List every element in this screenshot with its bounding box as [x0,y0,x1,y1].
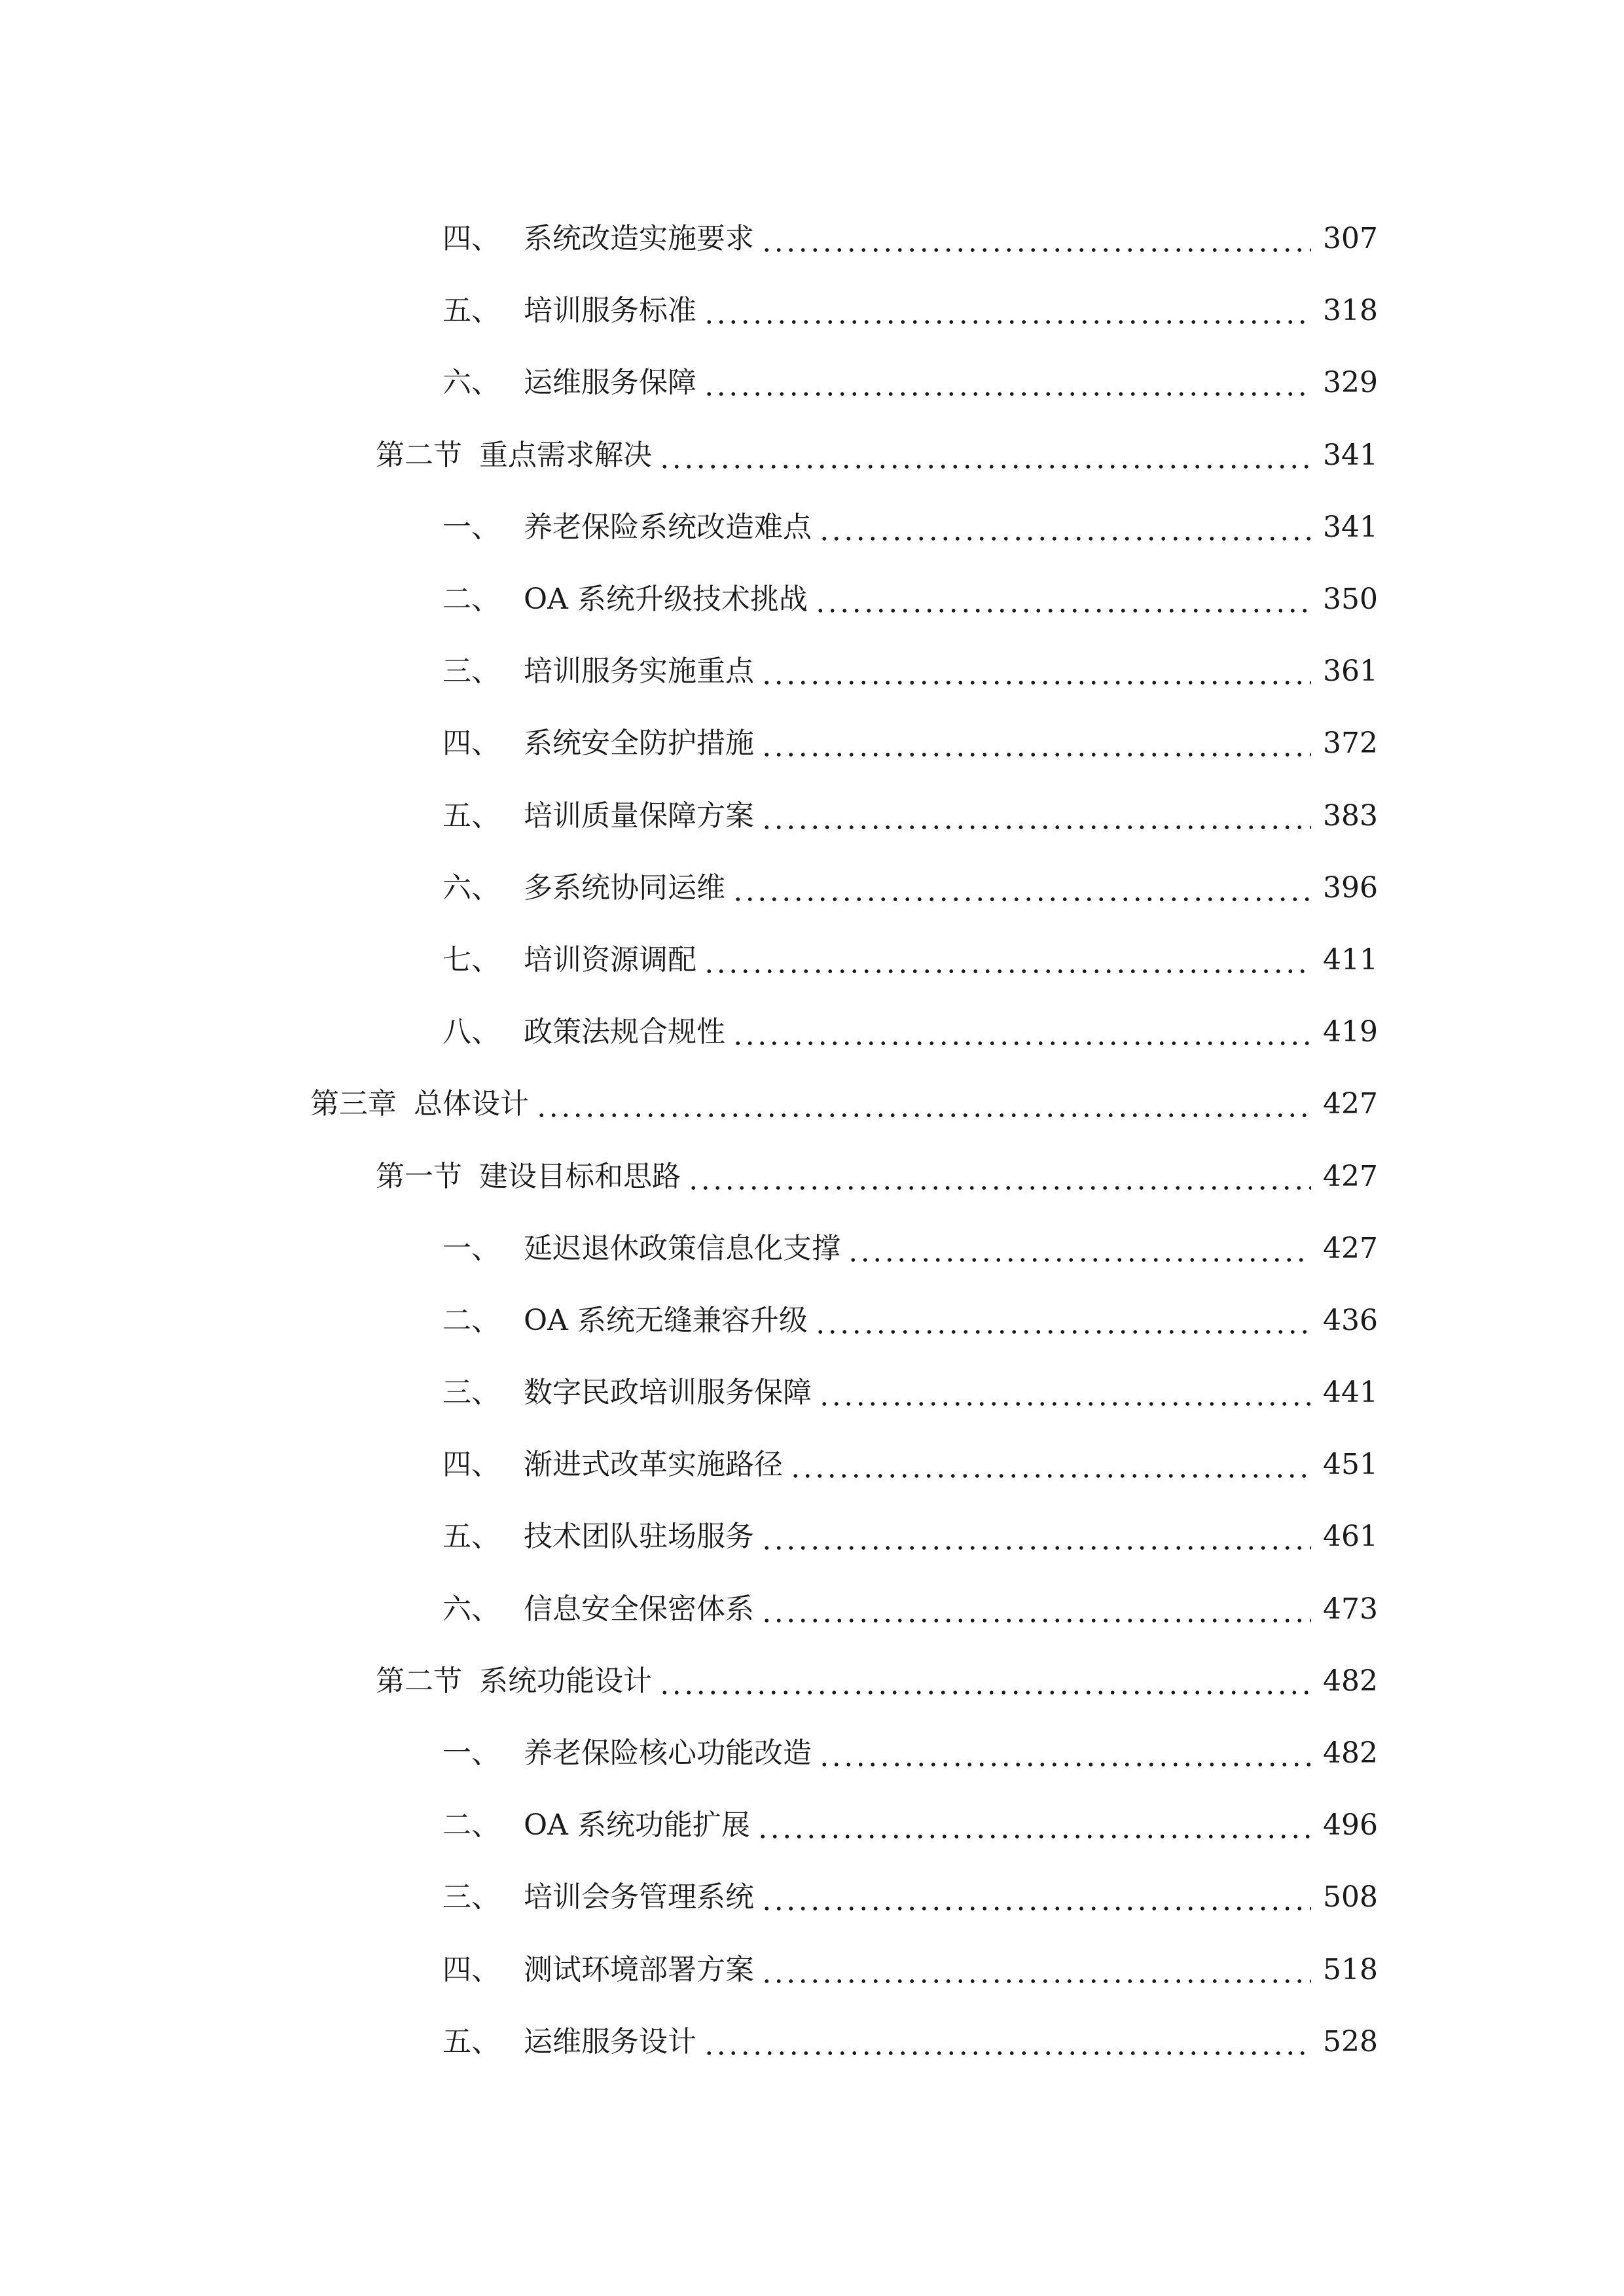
toc-entry-title: 测试环境部署方案 [524,1952,754,1986]
toc-entry-title: 培训质量保障方案 [524,798,754,833]
dot-leader [814,1306,1311,1335]
toc-list [0,203,1624,2078]
toc-entry-page-number: 461 [1323,1520,1378,1554]
toc-entry-page-number: 496 [1323,1808,1378,1842]
dot-leader [818,1739,1311,1768]
dot-leader [757,1811,1311,1840]
toc-entry-page-number: 518 [1323,1952,1378,1986]
toc-entry-title: 技术团队驻场服务 [524,1520,754,1554]
toc-entry-page-number: 307 [1323,222,1378,256]
toc-entry[interactable] [0,1140,1624,1212]
toc-entry-number: 六、 [442,870,500,905]
toc-entry-page-number: 419 [1323,1015,1378,1049]
toc-entry-title: 政策法规合规性 [524,1015,725,1049]
toc-entry[interactable] [0,708,1624,780]
toc-entry-page-number: 396 [1323,870,1378,905]
dot-leader [818,1378,1311,1407]
toc-entry-title: 建设目标和思路 [479,1159,681,1193]
toc-entry-title: 渐进式改革实施路径 [524,1448,783,1482]
toc-entry-page-number: 411 [1323,942,1378,977]
toc-entry-title: 运维服务保障 [524,366,696,400]
toc-entry-number: 一、 [442,1231,500,1265]
toc-entry-number: 第二节 [376,438,462,472]
dot-leader [535,1090,1311,1119]
toc-entry-number: 七、 [442,942,500,977]
dot-leader [761,1522,1311,1551]
toc-entry-page-number: 318 [1323,294,1378,328]
toc-entry-number: 二、 [442,1808,500,1842]
dot-leader [789,1450,1311,1479]
toc-entry[interactable] [0,492,1624,564]
toc-entry-title: 延迟退休政策信息化支撑 [524,1231,840,1265]
toc-entry-number: 三、 [442,1880,500,1914]
toc-entry-page-number: 427 [1323,1159,1378,1193]
toc-entry-title: 养老保险系统改造难点 [524,510,812,544]
dot-leader [761,802,1311,831]
toc-entry-number: 第二节 [376,1664,462,1698]
toc-entry[interactable] [0,1285,1624,1357]
toc-entry[interactable] [0,852,1624,924]
dot-leader [761,224,1311,253]
toc-entry-number: 第三章 [310,1087,397,1121]
dot-leader [703,2028,1311,2056]
toc-entry-number: 第一节 [376,1159,462,1193]
toc-entry[interactable] [0,1213,1624,1285]
toc-entry-number: 二、 [442,1303,500,1337]
dot-leader [847,1234,1311,1263]
toc-entry-title: OA 系统功能扩展 [524,1808,750,1842]
toc-entry-title: 数字民政培训服务保障 [524,1376,812,1410]
toc-entry[interactable] [0,2006,1624,2078]
toc-entry-number: 六、 [442,1592,500,1626]
dot-leader [818,513,1311,542]
toc-entry-number: 一、 [442,510,500,544]
toc-entry-page-number: 451 [1323,1448,1378,1482]
toc-entry-page-number: 436 [1323,1303,1378,1337]
toc-entry-title: 培训服务标准 [524,294,696,328]
toc-entry[interactable] [0,924,1624,996]
toc-entry-page-number: 341 [1323,438,1378,472]
toc-entry-title: OA 系统无缝兼容升级 [524,1303,808,1337]
toc-entry-number: 五、 [442,1520,500,1554]
toc-entry-page-number: 427 [1323,1087,1378,1121]
toc-entry[interactable] [0,1645,1624,1717]
dot-leader [732,1018,1311,1047]
toc-entry-number: 五、 [442,294,500,328]
dot-leader [703,946,1311,975]
toc-entry[interactable] [0,203,1624,275]
toc-entry-number: 二、 [442,583,500,617]
dot-leader [761,1595,1311,1624]
toc-entry[interactable] [0,1717,1624,1789]
toc-entry-title: 培训服务实施重点 [524,655,754,689]
toc-entry-page-number: 350 [1323,583,1378,617]
dot-leader [687,1162,1311,1191]
dot-leader [814,585,1311,614]
toc-entry-number: 一、 [442,1736,500,1770]
dot-leader [761,729,1311,758]
toc-entry-number: 四、 [442,726,500,761]
toc-entry[interactable] [0,996,1624,1068]
toc-entry-number: 三、 [442,1376,500,1410]
toc-entry-title: 系统安全防护措施 [524,726,754,761]
toc-entry-title: OA 系统升级技术挑战 [524,583,808,617]
dot-leader [732,874,1311,903]
dot-leader [761,1883,1311,1912]
toc-entry-number: 三、 [442,655,500,689]
toc-entry[interactable] [0,1429,1624,1501]
toc-entry[interactable] [0,1068,1624,1140]
toc-entry-page-number: 482 [1323,1736,1378,1770]
toc-entry[interactable] [0,564,1624,636]
toc-entry[interactable] [0,780,1624,852]
toc-entry-page-number: 482 [1323,1664,1378,1698]
toc-entry[interactable] [0,347,1624,419]
toc-entry-page-number: 372 [1323,726,1378,761]
toc-entry-page-number: 383 [1323,798,1378,833]
toc-entry[interactable] [0,1789,1624,1861]
dot-leader [659,441,1311,470]
toc-entry-title: 重点需求解决 [479,438,652,472]
toc-entry-page-number: 473 [1323,1592,1378,1626]
toc-entry[interactable] [0,1861,1624,1933]
toc-entry-title: 系统改造实施要求 [524,222,754,256]
toc-entry-title: 系统功能设计 [479,1664,652,1698]
toc-entry-page-number: 341 [1323,510,1378,544]
toc-entry[interactable] [0,1501,1624,1573]
toc-entry-title: 培训会务管理系统 [524,1880,754,1914]
toc-entry-page-number: 508 [1323,1880,1378,1914]
toc-entry[interactable] [0,1357,1624,1429]
toc-entry-page-number: 441 [1323,1376,1378,1410]
toc-entry-page-number: 361 [1323,655,1378,689]
dot-leader [703,296,1311,325]
dot-leader [659,1667,1311,1696]
toc-entry-number: 五、 [442,798,500,833]
toc-entry-title: 养老保险核心功能改造 [524,1736,812,1770]
dot-leader [761,1956,1311,1984]
toc-entry-number: 八、 [442,1015,500,1049]
toc-entry[interactable] [0,636,1624,708]
toc-entry-title: 总体设计 [414,1087,529,1121]
toc-entry-number: 五、 [442,2024,500,2058]
dot-leader [703,368,1311,397]
toc-entry-page-number: 427 [1323,1231,1378,1265]
toc-entry-title: 信息安全保密体系 [524,1592,754,1626]
toc-entry-page-number: 528 [1323,2024,1378,2058]
toc-entry-page-number: 329 [1323,366,1378,400]
toc-entry-title: 多系统协同运维 [524,870,725,905]
dot-leader [761,657,1311,686]
toc-entry[interactable] [0,1573,1624,1645]
toc-entry-number: 四、 [442,1952,500,1986]
toc-entry-title: 培训资源调配 [524,942,696,977]
toc-entry-number: 四、 [442,222,500,256]
toc-entry-number: 四、 [442,1448,500,1482]
toc-entry[interactable] [0,420,1624,492]
toc-entry[interactable] [0,275,1624,347]
toc-entry[interactable] [0,1934,1624,2006]
toc-entry-number: 六、 [442,366,500,400]
toc-entry-title: 运维服务设计 [524,2024,696,2058]
